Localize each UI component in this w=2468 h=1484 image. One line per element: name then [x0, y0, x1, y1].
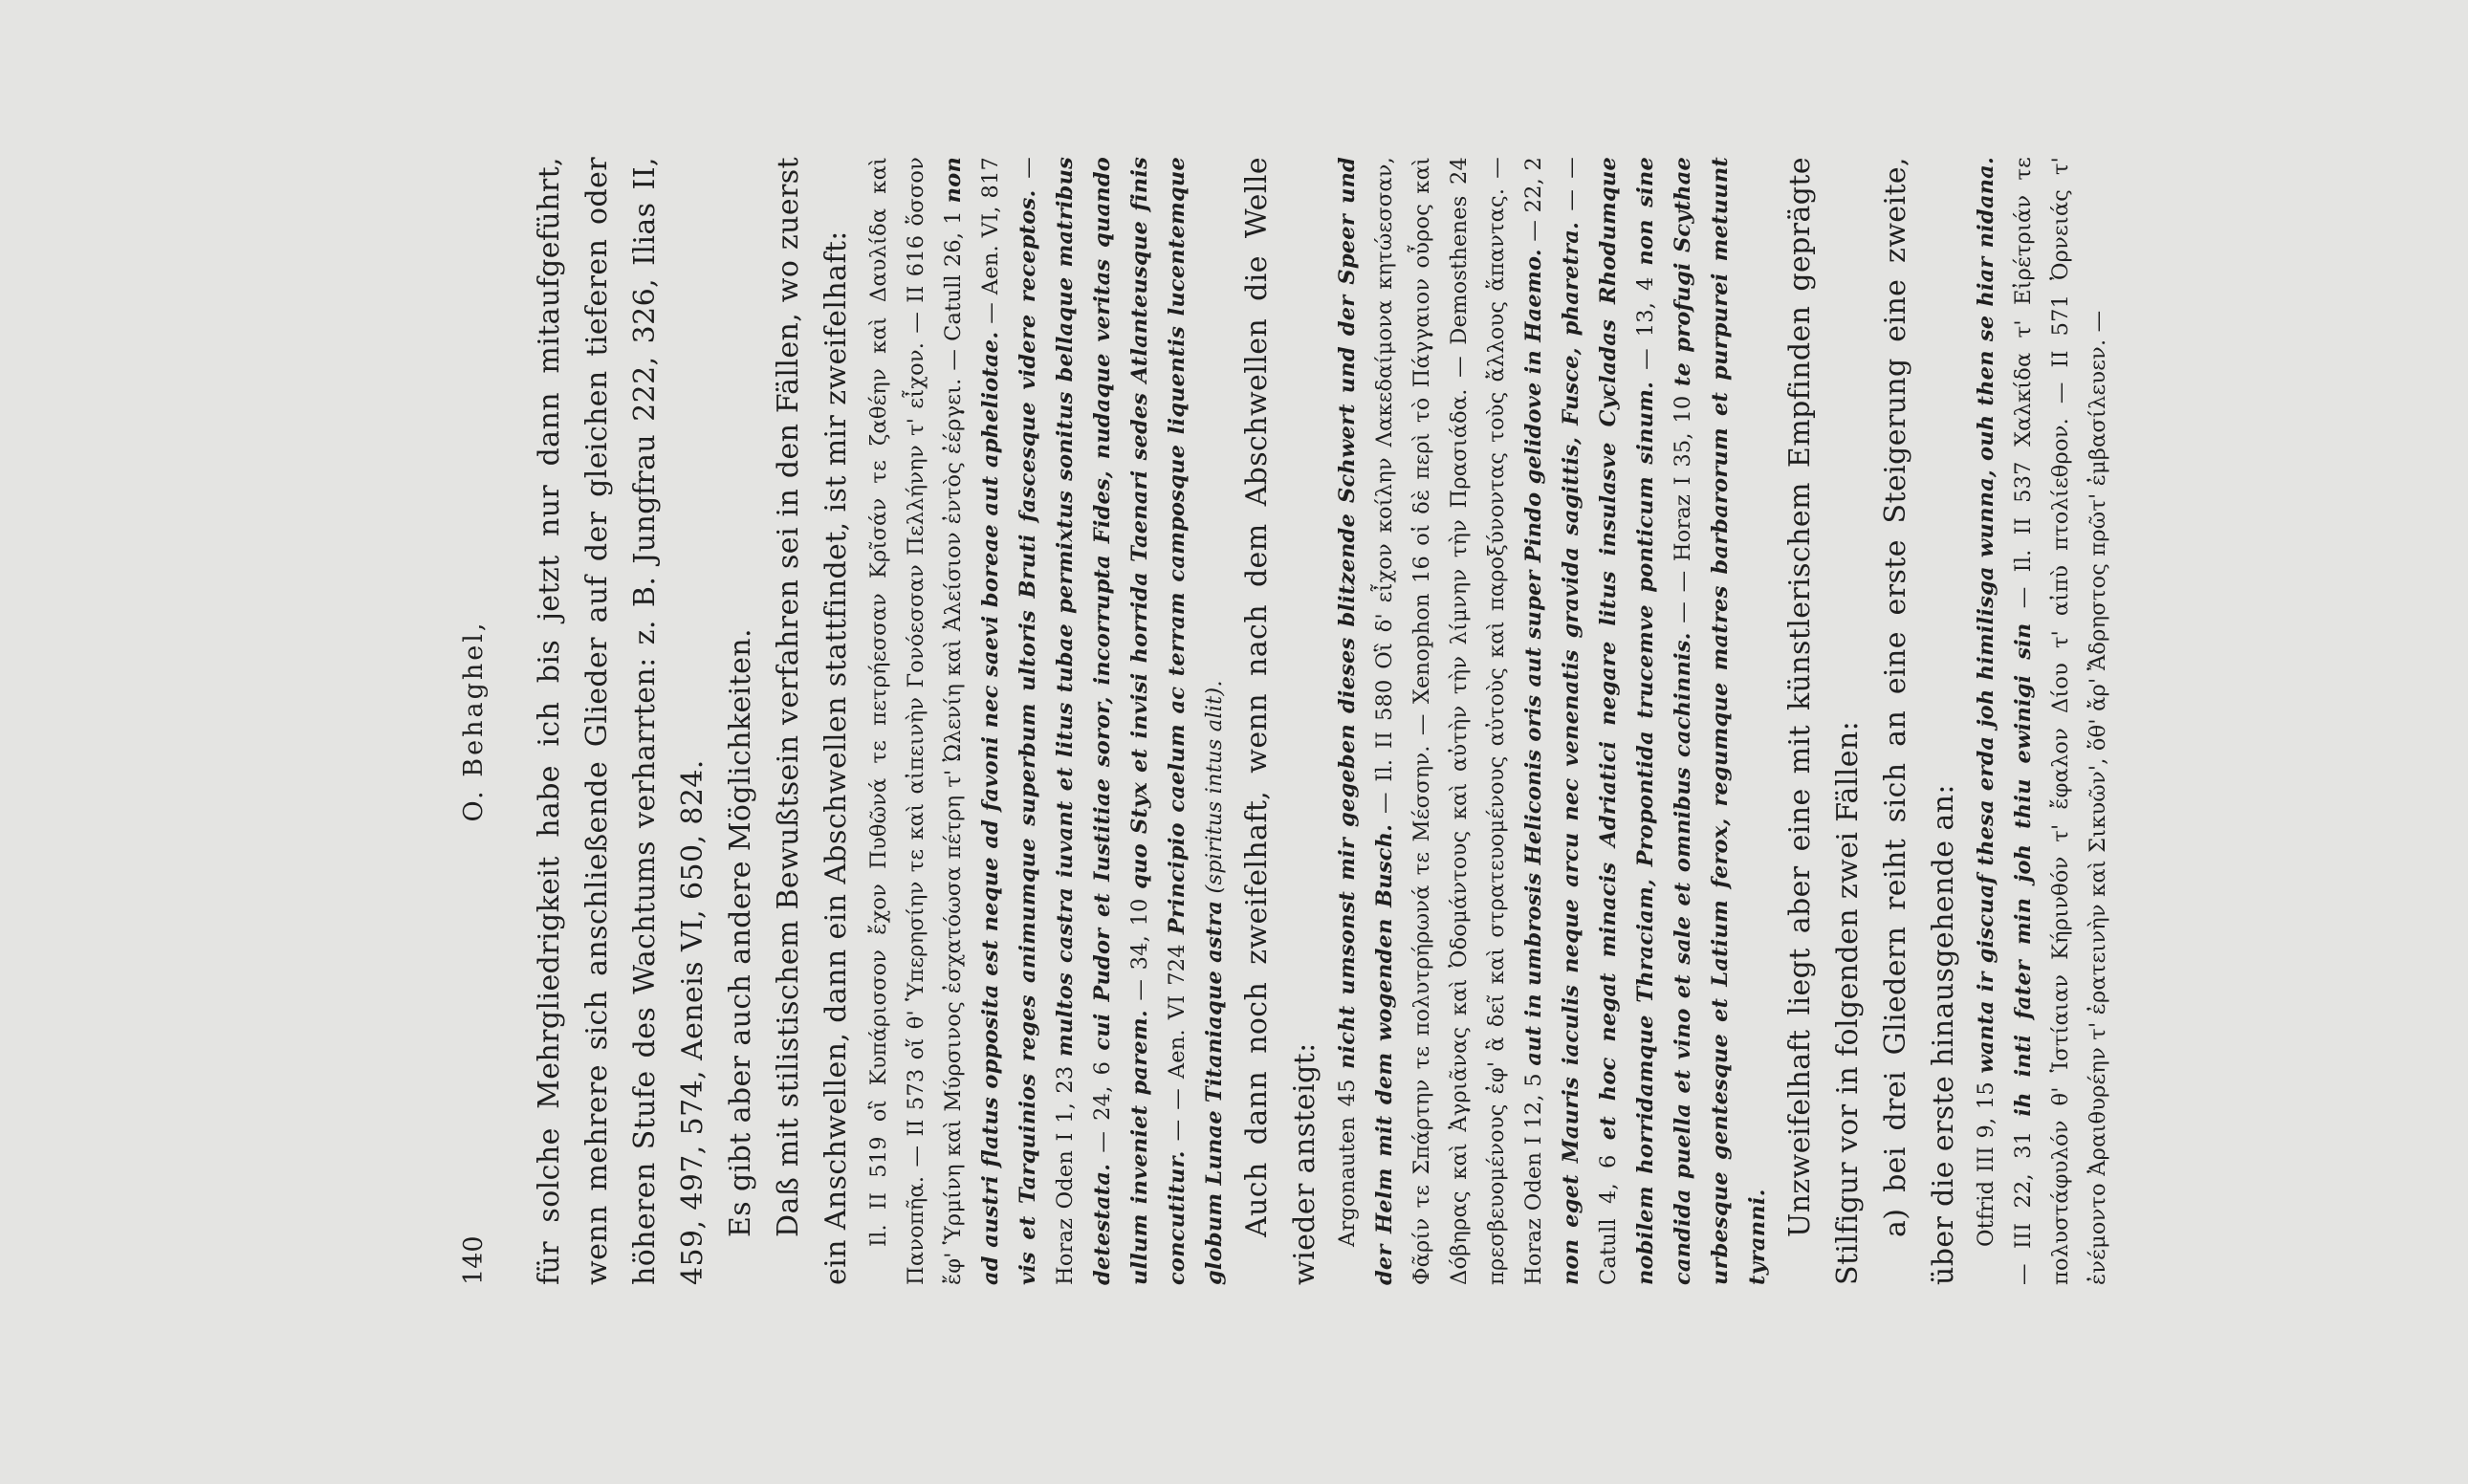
paragraph-stylistic-figure: Unzweifelhaft liegt aber eine mit künstlerischem Empfinden geprägte Stilfigur vor in folgenden zwei Fällen:: [1783, 157, 1865, 1285]
citation-text: — 24, 6: [1090, 1060, 1115, 1153]
example-block-rising: [1329, 157, 1777, 1285]
quote-latin: Principio caelum ac terram camposque liquentis lucentemque globum Lunae Titaniaque astra: [1165, 157, 1227, 1285]
page-body: [526, 157, 2117, 1285]
paragraph-continuation: für solche Mehrgliedrigkeit habe ich bis jetzt nur dann mitaufgeführt, wenn mehrere sich anschließende Glieder auf der gleichen tieferen oder höheren Stufe des Wachtums verharrten: z. B. Jungfrau 222, 326, Ilias II, 459, 497, 574, Aeneis VI, 650, 824.: [533, 157, 710, 1285]
citation-text: — 13, 4: [1633, 276, 1658, 370]
example-block-swelling: [861, 157, 1234, 1285]
quote-latin: te profugi Scythae urbesque gentesque et Latium ferox, regumque matres barbarorum et purpurei metuunt tyranni.: [1671, 156, 1770, 1285]
quote-latin: non ad austri flatus opposita est neque ad favoni nec saevi boreae aut apheliotae.: [941, 156, 1003, 1285]
running-head: O. Behaghel,: [459, 620, 489, 822]
quote-german: nicht umsonst mir gegeben dieses blitzende Schwert und der Speer und der Helm mit dem wogenden Busch.: [1335, 157, 1397, 1285]
paragraph-rising-again: Auch dann noch zweifelhaft, wenn nach dem Abschwellen die Welle wieder ansteigt:: [1240, 157, 1321, 1285]
citation-text: — — Aen. VI 724: [1165, 944, 1190, 1142]
quote-latin: vis et Tarquinios reges animumque superbum ultoris Bruti fascesque videre receptos.: [1016, 189, 1040, 1285]
citation-text: — 34, 10: [1127, 898, 1152, 1001]
citation-text: — — Horaz I 35, 10: [1671, 395, 1695, 623]
citation-text: — Il. II 580 Οἳ δ' εἶχον κοίλην Λακεδαίμονα κητώεσσαν, Φᾶρίν τε Σπάρτην τε πολυτρήρωνά τε Μέσσην. — Xenophon 16 οἱ δὲ περὶ τὸ Πάγγαιον οὖρος καὶ Δόβηρας καὶ Ἀγριᾶνας καὶ Ὀδομάντους καὶ αὐτὴν τὴν λίμνην τὴν Πρασιάδα. — Demosthenes 24 πρεσβευομένους ἐφ' ἃ δεῖ καὶ στρατευομένους αὐτοὺς καὶ παροξύνοντας τοὺς ἄλλους ἅπαντας. — Horaz Oden I 12, 5: [1372, 157, 1546, 1285]
quote-latin: cui Pudor et Iustitiae soror, incorrupta Fides, nudaque veritas quando ullum inveniet parem.: [1090, 156, 1152, 1285]
example-block-three-members: [1968, 157, 2117, 1285]
page-number: 140: [459, 1235, 489, 1285]
quote-latin: quo Styx et invisi horrida Taenari sedes Atlanteusque finis concutitur.: [1127, 157, 1190, 1285]
quote-latin: aut in umbrosis Heliconis oris aut super Pindo gelidove in Haemo.: [1521, 249, 1546, 1066]
citation-text: Argonauten 45: [1335, 1079, 1360, 1247]
citation-text: — — Catull 4, 6: [1559, 157, 1621, 1285]
quote-latin: multos castra iuvant et litus tubae permixtus sonitus bellaque matribus detestata.: [1053, 157, 1115, 1285]
quote-old-high-german: ih inti fater min joh thiu ewinigi sin: [2011, 622, 2036, 1117]
quote-latin: non sine candida puella et vino et sale et omnibus cachinnis.: [1633, 156, 1695, 1285]
quote-latin: non eget Mauris iaculis neque arcu nec venenatis gravida sagittis, Fusce, pharetra.: [1559, 221, 1583, 1285]
page-header: [459, 157, 497, 1285]
citation-text: Il. II 519 οἳ Κυπάρισσον ἔχον Πυθῶνά τε πετρήεσσαν Κρῖσάν τε ζαθέην καὶ Δαυλίδα καὶ Πανοπῆα. — II 573 οἵ θ' Ὑπερησίην τε καὶ αἰπεινὴν Γονόεσσαν Πελλήνην τ' εἶχον. — II 616 ὅσσον ἔφ' Ὑρμίνη καὶ Μύρσινος ἐσχατόωσα πέτρη τ' Ὠλενίη καὶ Ἀλείσιον ἐντὸς ἐέργει. — Catull 26, 1: [866, 157, 966, 1285]
paragraph-other-possibilities: Es gibt aber auch andere Möglichkeiten.: [724, 628, 757, 1237]
quote-parenthetical: (spiritus intus alit).: [1202, 680, 1227, 894]
citation-text: — Il. II 537 Χαλκίδα τ' Εἰρέτριάν τε πολυστάφυλόν θ' Ἱστίαιαν Κήρινθόν τ' ἔφαλον Δίου τ' αἰπὺ πτολίεθρον. — II 571 Ὀρνειάς τ' ἐνέμοντο Ἀραιθυρέην τ' ἐρατεινὴν καὶ Σικυῶν', ὅθ' ἄρ' Ἄδρηστος πρῶτ' ἐμβασίλευεν. —: [2011, 156, 2110, 1285]
quote-old-high-german: wanta ir giscuaf thesa erda joh himilisga wunna, ouh then se hiar nidana.: [1974, 157, 1998, 1074]
paragraph-swelling: Daß mit stilistischem Bewußtsein verfahren sei in den Fällen, wo zuerst ein Anschwellen, dann ein Abschwellen stattfindet, ist mir zweifelhaft:: [772, 157, 853, 1285]
citation-text: — III 22, 31: [2011, 1130, 2036, 1285]
citation-text: — Horaz Oden I 1, 23: [1016, 157, 1078, 1285]
paragraph-three-members: a) bei drei Gliedern reiht sich an eine erste Steigerung eine zweite, über die erste hinausgehende an:: [1879, 157, 1960, 1285]
book-page: [306, 149, 2161, 1335]
quote-latin: et hoc negat minacis Adriatici negare litus insulasve Cycladas Rhodumque nobilem horridamque Thraciam, Propontida trucemve ponticum sinum.: [1596, 156, 1658, 1285]
citation-text: — 22, 2: [1521, 156, 1546, 242]
citation-text: Otfrid III 9, 15: [1974, 1081, 1998, 1247]
citation-text: — Aen. VI, 817: [978, 157, 1003, 324]
